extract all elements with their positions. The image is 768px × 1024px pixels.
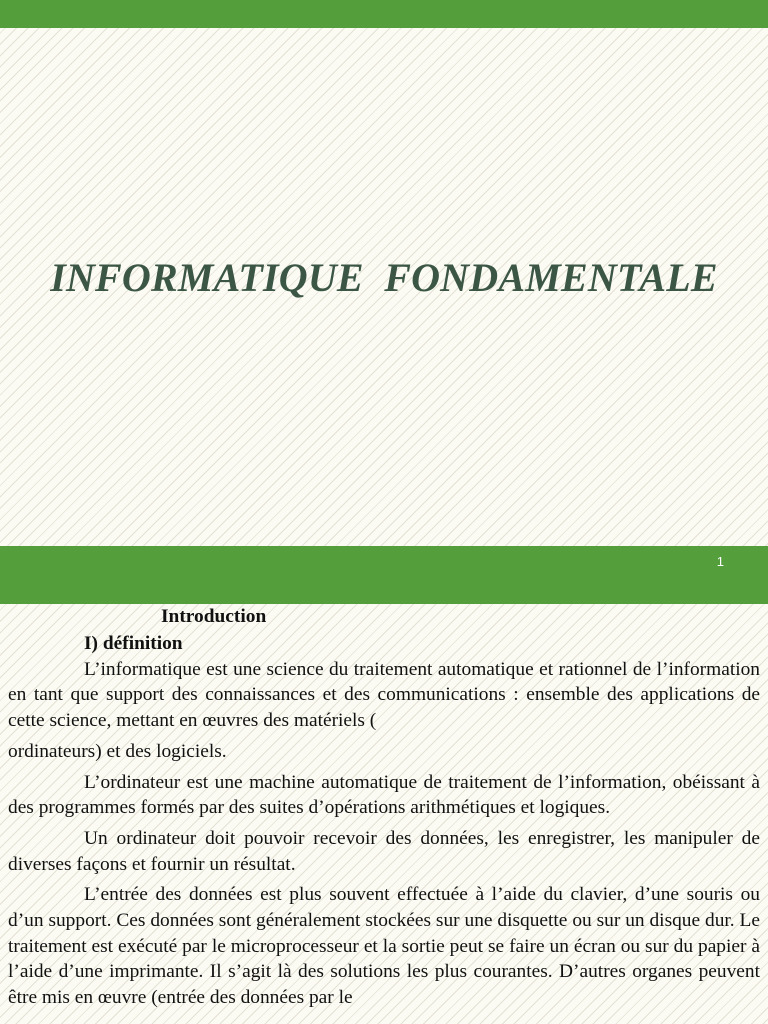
slide-bottom-bar [0,546,768,604]
slide-title: INFORMATIQUE FONDAMENTALE [50,255,718,300]
heading-introduction: Introduction [161,606,267,627]
paragraph-definition: L’informatique est une science du traitement automatique et rationnel de l’information en tant que support des connaissances et des communications : ensemble des applications de cette science, mettant en œuvres des matériels ( [8,658,760,732]
paragraph-donnees: Un ordinateur doit pouvoir recevoir des données, les enregistrer, les manipuler de diverses façons et fournir un résultat. [8,827,760,875]
heading-definition: I) définition [84,632,183,654]
document-body [8,604,760,1011]
slide-top-bar [0,0,768,28]
page-number: 1 [716,554,724,569]
paragraph-ordinateur: L’ordinateur est une machine automatique de traitement de l’information, obéissant à des programmes formés par des suites d’opérations arithmétiques et logiques. [8,771,760,819]
paragraph-definition-continued: ordinateurs) et des logiciels. [8,740,227,762]
paragraph-entree: L’entrée des données est plus souvent effectuée à l’aide du clavier, d’une souris ou d’un support. Ces données sont généralement stockées sur une disquette ou sur un disque dur. Le traitement est exécuté par le microprocesseur et la sortie peut se faire un écran ou sur du papier à l’aide d’une imprimante. Il s’agit là des solutions les plus courantes. D’autres organes peuvent être mis en œuvre (entrée des données par le [8,884,760,1009]
